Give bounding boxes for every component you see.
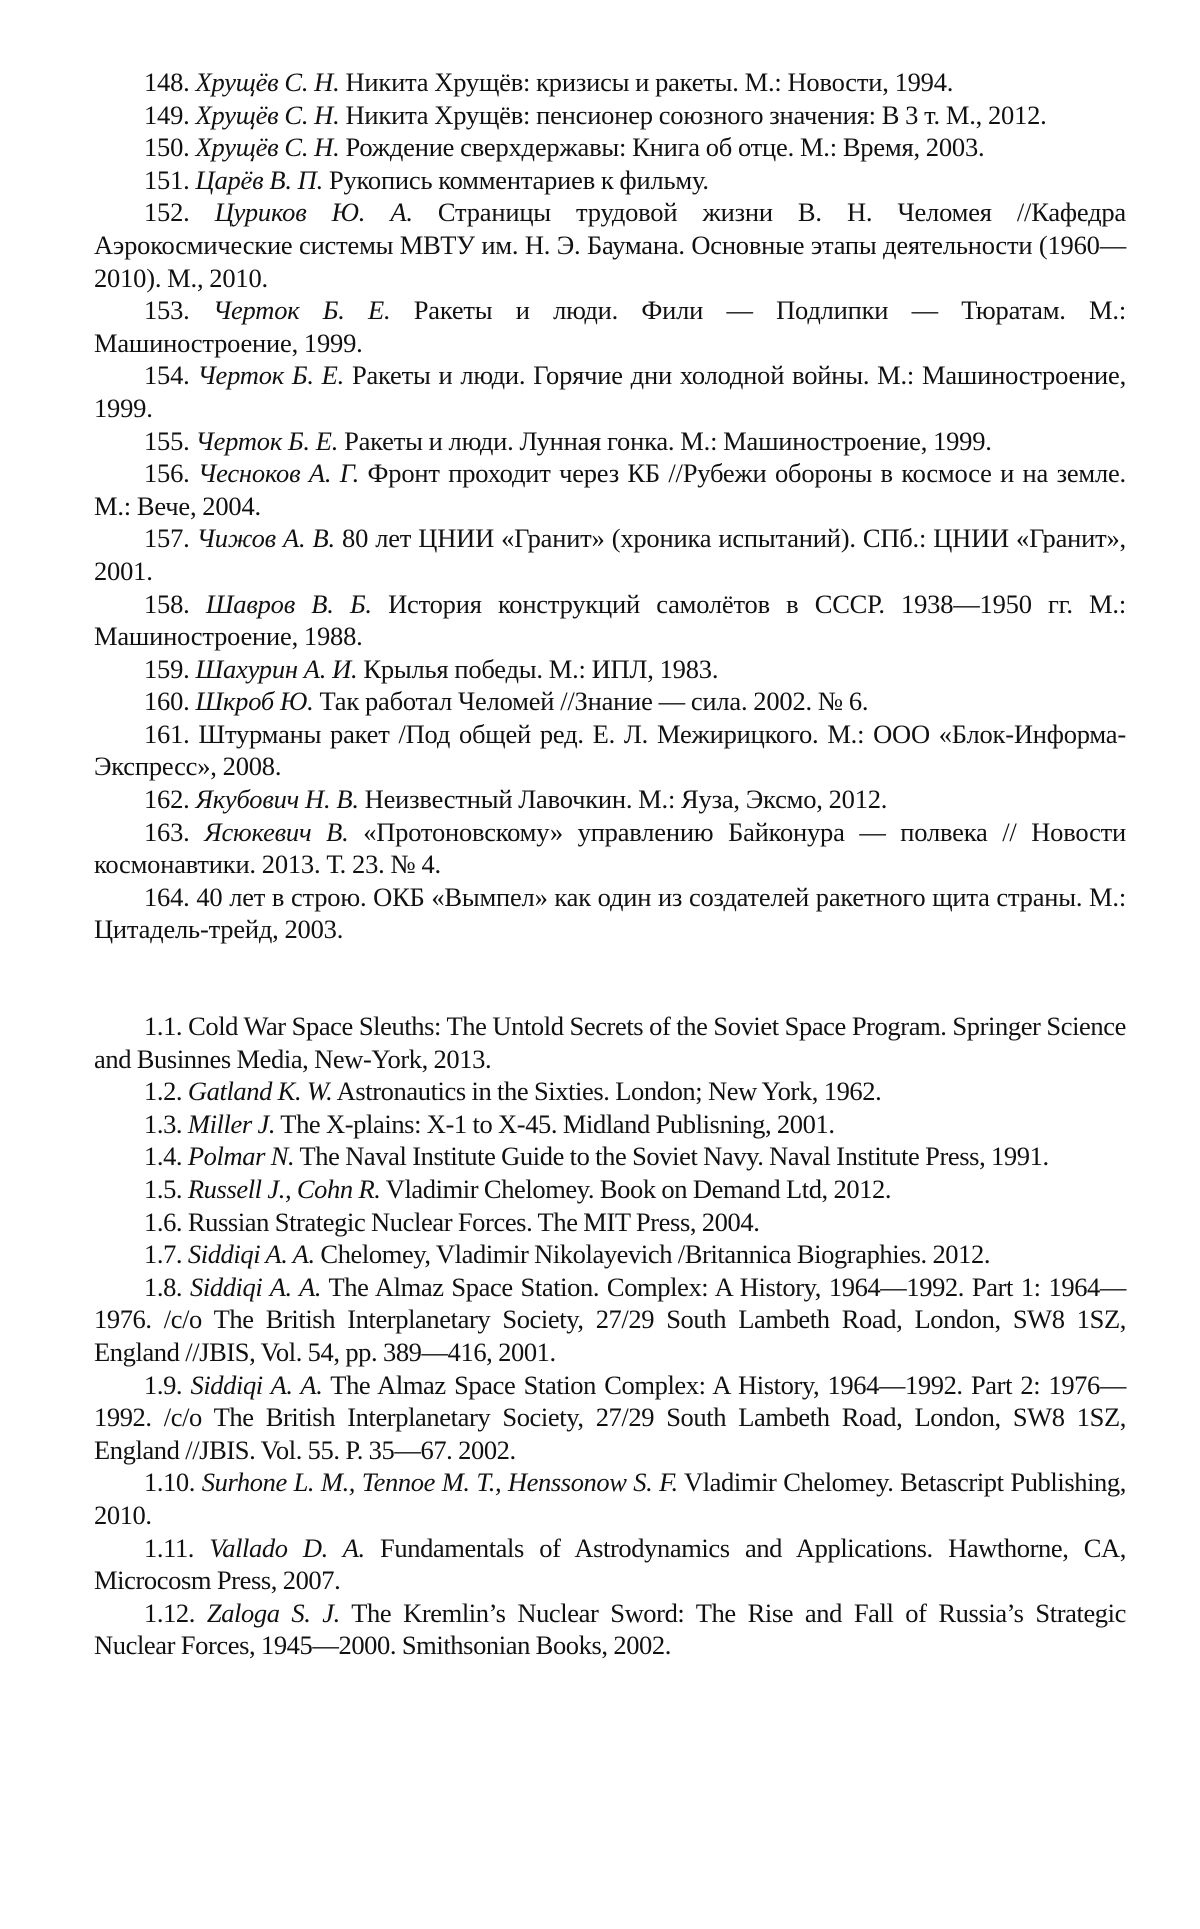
english-references: [94, 1010, 1126, 1662]
reference-text: Рукопись комментариев к фильму.: [323, 164, 709, 195]
reference-number: 1.2.: [144, 1076, 183, 1107]
reference-text: «Протоновскому» управлению Байконура — полвека // Новости космонавтики. 2013. Т. 23. № 4.: [94, 816, 1126, 880]
reference-number: 1.3.: [144, 1108, 183, 1139]
reference-entry: [94, 1075, 1126, 1108]
reference-number: 1.11.: [144, 1532, 195, 1563]
reference-author: Miller J.: [187, 1108, 276, 1139]
reference-text: 40 лет в строю. ОКБ «Вымпел» как один из создателей ракетного щита страны. М.: Цитадель-трейд, 2003.: [94, 881, 1126, 945]
reference-author: Хрущёв С. Н.: [195, 67, 340, 97]
reference-text: Ракеты и люди. Лунная гонка. М.: Машиностроение, 1999.: [338, 425, 992, 456]
reference-text: The Naval Institute Guide to the Soviet Navy. Naval Institute Press, 1991.: [294, 1141, 1049, 1172]
reference-entry: [94, 164, 1126, 197]
reference-entry: [94, 1271, 1126, 1369]
reference-entry: [94, 66, 1126, 99]
reference-number: 150.: [144, 132, 190, 163]
reference-author: Хрущёв С. Н.: [195, 99, 340, 130]
russian-references: [94, 66, 1126, 946]
reference-author: Siddiqi A. A.: [190, 1369, 323, 1400]
reference-text: The Almaz Space Station. Complex: A History, 1964—1992. Part 1: 1964—1976. /c/o The British Interplanetary Society, 27/29 South Lambeth Road, London, SW8 1SZ, England //JBIS, Vol. 54, pp. 389—416, 2001.: [94, 1271, 1126, 1367]
reference-number: 1.7.: [144, 1239, 183, 1270]
reference-text: Фронт проходит через КБ //Рубежи обороны в космосе и на земле. М.: Вече, 2004.: [94, 458, 1126, 521]
reference-number: 160.: [144, 686, 190, 717]
reference-number: 1.9.: [144, 1369, 183, 1400]
reference-author: Черток Б. Е.: [197, 360, 345, 391]
reference-entry: [94, 99, 1126, 132]
reference-text: Так работал Челомей //Знание — сила. 2002. № 6.: [313, 686, 869, 717]
reference-text: Неизвестный Лавочкин. М.: Яуза, Эксмо, 2012.: [358, 784, 888, 815]
reference-entry: [94, 1532, 1126, 1597]
reference-entry: [94, 425, 1126, 458]
reference-number: 1.1.: [144, 1011, 183, 1042]
reference-author: Siddiqi A. A.: [190, 1271, 322, 1302]
reference-number: 153.: [144, 295, 190, 326]
reference-number: 163.: [144, 816, 190, 847]
reference-text: Cold War Space Sleuths: The Untold Secrets of the Soviet Space Program. Springer Science and Businnes Media, New-York, 2013.: [94, 1011, 1126, 1074]
reference-entry: [94, 196, 1126, 294]
reference-entry: [94, 1010, 1126, 1075]
reference-entry: [94, 718, 1126, 783]
reference-number: 149.: [144, 99, 190, 130]
reference-number: 155.: [144, 425, 190, 456]
reference-author: Якубович Н. В.: [195, 784, 359, 815]
reference-entry: [94, 588, 1126, 653]
reference-author: Vallado D. A.: [209, 1532, 365, 1563]
reference-number: 164.: [144, 881, 190, 912]
reference-entry: [94, 816, 1126, 881]
reference-number: 1.4.: [144, 1141, 183, 1172]
reference-text: Страницы трудовой жизни В. Н. Челомея //Кафедра Аэрокосмические системы МВТУ им. Н. Э. Баумана. Основные этапы деятельности (1960—2010). М., 2010.: [94, 197, 1126, 293]
reference-text: Ракеты и люди. Фили — Подлипки — Тюратам. М.: Машиностроение, 1999.: [94, 295, 1127, 358]
reference-text: Fundamentals of Astrodynamics and Applications. Hawthorne, CA, Microcosm Press, 2007.: [94, 1532, 1127, 1596]
reference-entry: [94, 1238, 1126, 1271]
reference-author: Цуриков Ю. А.: [214, 197, 413, 228]
reference-entry: [94, 1466, 1126, 1531]
reference-author: Polmar N.: [187, 1141, 295, 1172]
reference-text: The X-plains: X-1 to X-45. Midland Publisning, 2001.: [275, 1108, 835, 1139]
reference-number: 158.: [144, 588, 190, 619]
reference-text: The Kremlin’s Nuclear Sword: The Rise and Fall of Russia’s Strategic Nuclear Forces, 1945—2000. Smithsonian Books, 2002.: [94, 1597, 1126, 1661]
reference-text: Astronautics in the Sixties. London; New York, 1962.: [332, 1076, 882, 1107]
reference-entry: [94, 294, 1126, 359]
reference-entry: [94, 522, 1126, 587]
reference-author: Чижов А. В.: [196, 523, 335, 554]
reference-number: 157.: [144, 523, 190, 554]
reference-entry: [94, 653, 1126, 686]
reference-text: Chelomey, Vladimir Nikolayevich /Britannica Biographies. 2012.: [314, 1239, 991, 1270]
reference-number: 159.: [144, 653, 190, 684]
reference-text: Ракеты и люди. Горячие дни холодной войны. М.: Машиностроение, 1999.: [94, 360, 1126, 423]
reference-number: 1.12.: [144, 1597, 196, 1628]
reference-author: Surhone L. M., Tennoe M. T., Henssonow S. F.: [201, 1467, 678, 1498]
reference-author: Gatland K. W.: [187, 1076, 333, 1107]
reference-author: Ясюкевич В.: [204, 816, 349, 847]
reference-text: Vladimir Chelomey. Book on Demand Ltd, 2012.: [380, 1174, 892, 1204]
reference-entry: [94, 685, 1126, 718]
reference-entry: [94, 1173, 1126, 1206]
bibliography-page: [94, 66, 1126, 1662]
reference-text: Russian Strategic Nuclear Forces. The MIT Press, 2004.: [187, 1206, 760, 1237]
reference-entry: [94, 1140, 1126, 1173]
reference-text: Никита Хрущёв: пенсионер союзного значения: В 3 т. М., 2012.: [339, 99, 1047, 130]
reference-author: Черток Б. Е.: [212, 295, 391, 326]
reference-number: 154.: [144, 360, 190, 391]
reference-text: The Almaz Space Station Complex: A History, 1964—1992. Part 2: 1976—1992. /c/o The British Interplanetary Society, 27/29 South Lambeth Road, London, SW8 1SZ, England //JBIS. Vol. 55. P. 35—67. 2002.: [94, 1369, 1126, 1465]
reference-number: 161.: [144, 718, 190, 749]
reference-number: 1.5.: [144, 1174, 183, 1204]
reference-author: Чесноков А. Г.: [198, 458, 360, 489]
reference-author: Zaloga S. J.: [206, 1597, 340, 1628]
reference-text: 80 лет ЦНИИ «Гранит» (хроника испытаний). СПб.: ЦНИИ «Гранит», 2001.: [94, 523, 1126, 586]
reference-author: Царёв В. П.: [195, 164, 324, 195]
reference-number: 152.: [144, 197, 190, 228]
reference-number: 1.8.: [144, 1271, 183, 1302]
reference-text: История конструкций самолётов в СССР. 1938—1950 гг. М.: Машиностроение, 1988.: [94, 588, 1126, 652]
reference-number: 162.: [144, 784, 190, 815]
reference-number: 148.: [144, 67, 190, 97]
reference-number: 1.6.: [144, 1206, 183, 1237]
reference-entry: [94, 783, 1126, 816]
reference-entry: [94, 1369, 1126, 1467]
reference-text: Штурманы ракет /Под общей ред. Е. Л. Межирицкого. М.: ООО «Блок-Информа-Экспресс», 2008.: [94, 718, 1126, 782]
reference-author: Черток Б. Е.: [195, 425, 339, 456]
reference-text: Vladimir Chelomey. Betascript Publishing, 2010.: [94, 1467, 1126, 1530]
reference-entry: [94, 881, 1126, 946]
reference-entry: [94, 1597, 1126, 1662]
reference-entry: [94, 1206, 1126, 1239]
reference-entry: [94, 359, 1126, 424]
reference-number: 156.: [144, 458, 190, 489]
reference-author: Russell J., Cohn R.: [187, 1174, 381, 1204]
reference-author: Шавров В. Б.: [205, 588, 372, 619]
reference-author: Шкроб Ю.: [195, 686, 314, 717]
reference-entry: [94, 131, 1126, 164]
reference-entry: [94, 457, 1126, 522]
reference-number: 151.: [144, 164, 190, 195]
reference-text: Никита Хрущёв: кризисы и ракеты. М.: Новости, 1994.: [339, 67, 954, 97]
reference-author: Хрущёв С. Н.: [195, 132, 340, 163]
reference-entry: [94, 1108, 1126, 1141]
reference-number: 1.10.: [144, 1467, 196, 1498]
reference-author: Шахурин А. И.: [195, 653, 358, 684]
reference-author: Siddiqi A. A.: [187, 1239, 315, 1270]
reference-text: Рождение сверхдержавы: Книга об отце. М.: Время, 2003.: [339, 132, 985, 163]
reference-text: Крылья победы. М.: ИПЛ, 1983.: [357, 653, 719, 684]
